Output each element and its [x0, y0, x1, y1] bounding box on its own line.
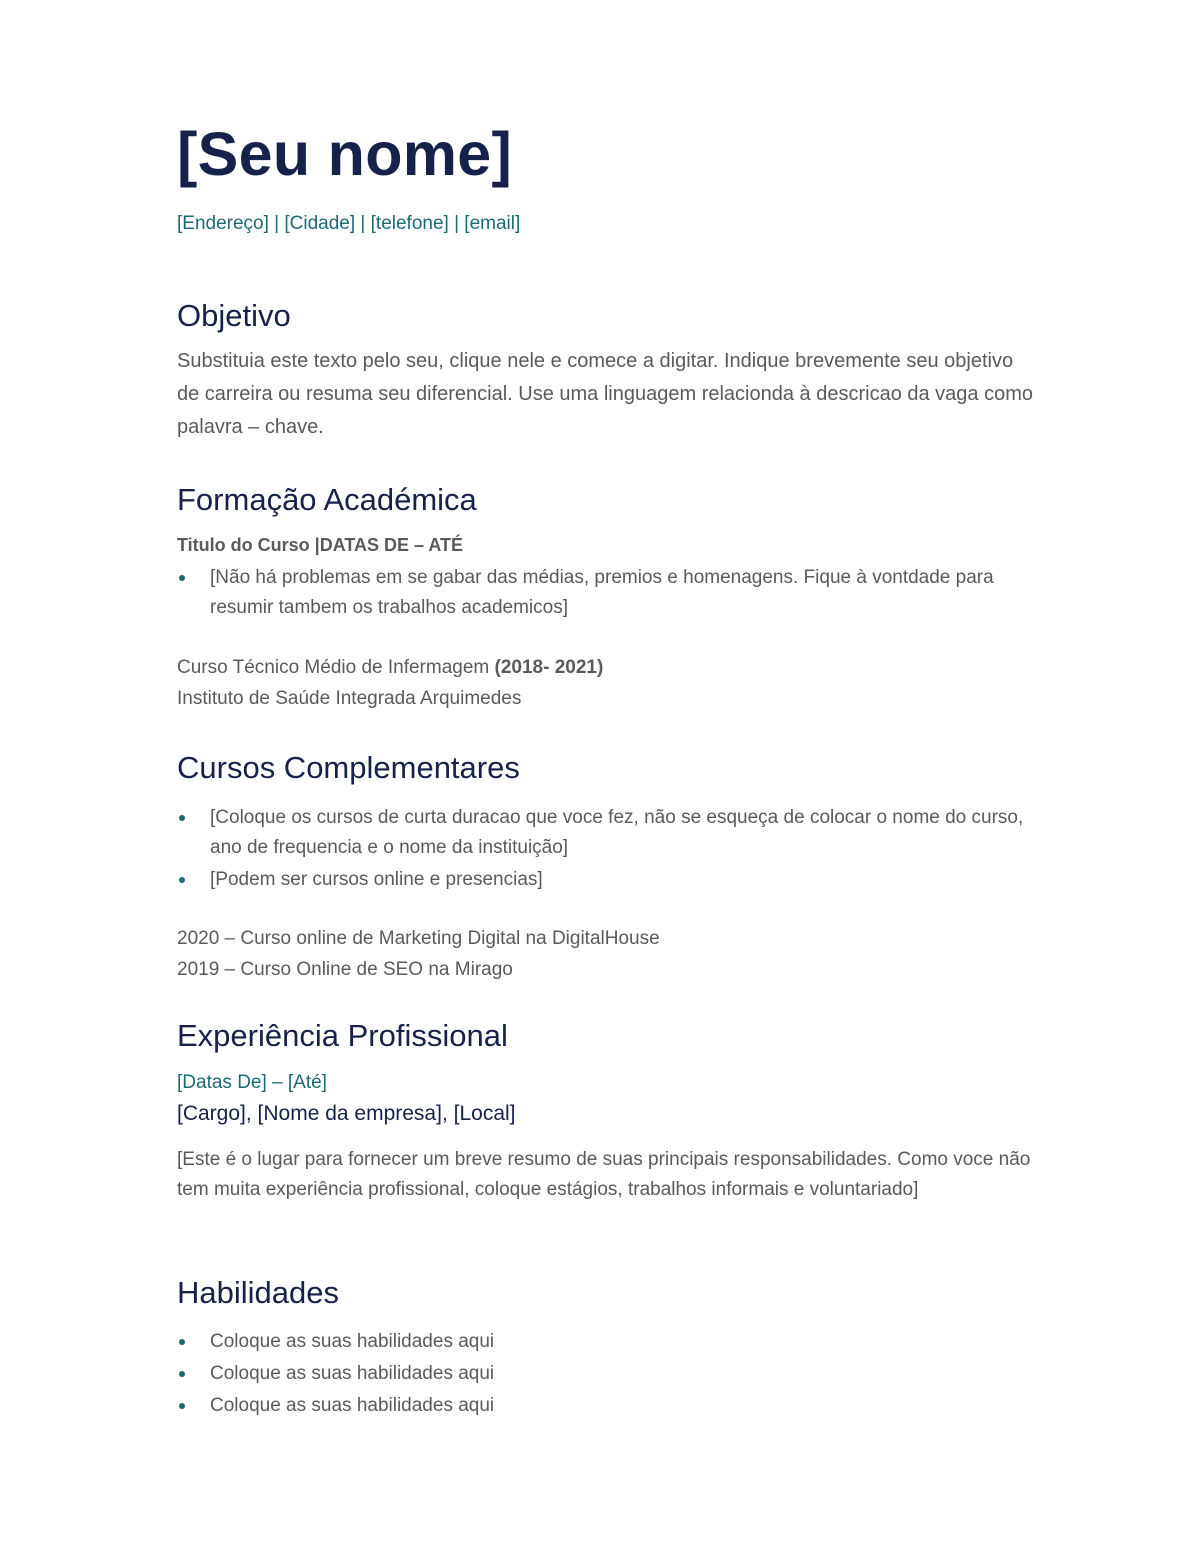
section-title-experiencia: Experiência Profissional	[177, 1018, 508, 1053]
formacao-bullets	[177, 563, 1037, 623]
course-name: Curso Técnico Médio de Infermagem	[177, 657, 490, 679]
curso-line-2019: 2019 – Curso Online de SEO na Mirago	[177, 958, 513, 980]
section-formacao	[177, 481, 1037, 714]
habilidades-bullets	[177, 1327, 1037, 1421]
experience-text: [Este é o lugar para fornecer um breve resumo de suas principais responsabilidades. Como voce não tem muita experiência profissional, coloque estágios, trabalhos informais e voluntariado]	[177, 1148, 1031, 1200]
list-item	[177, 803, 1037, 863]
contact-line: [Endereço] | [Cidade] | [telefone] | [email]	[177, 213, 521, 234]
institution: Instituto de Saúde Integrada Arquimedes	[177, 688, 522, 710]
cursos-bullet-text: [Podem ser cursos online e presencias]	[210, 868, 543, 890]
bullet-icon	[179, 877, 185, 883]
cursos-bullets	[177, 803, 1037, 895]
section-title-formacao: Formação Académica	[177, 482, 477, 517]
formacao-bullet-text: [Não há problemas em se gabar das médias, premios e homenagens. Fique à vontdade para resumir tambem os trabalhos academicos]	[210, 567, 994, 619]
list-item	[177, 563, 1037, 623]
list-item	[177, 1391, 1037, 1421]
list-item	[177, 865, 1037, 895]
course-years: (2018- 2021)	[494, 657, 604, 679]
course-heading: Titulo do Curso |DATAS DE – ATÉ	[177, 534, 464, 555]
experience-dates: [Datas De] – [Até]	[177, 1071, 327, 1093]
section-title-objetivo: Objetivo	[177, 298, 291, 333]
section-title-habilidades: Habilidades	[177, 1275, 339, 1310]
section-habilidades	[177, 1274, 1037, 1421]
skill-text: Coloque as suas habilidades aqui	[210, 1330, 495, 1352]
cursos-bullet-text: [Coloque os cursos de curta duracao que voce fez, não se esqueça de colocar o nome do curso, ano de frequencia e o nome da instituição]	[210, 806, 1024, 858]
experience-role: [Cargo], [Nome da empresa], [Local]	[177, 1101, 516, 1125]
skill-text: Coloque as suas habilidades aqui	[210, 1394, 495, 1416]
section-experiencia	[177, 1017, 1037, 1205]
bullet-icon	[179, 575, 185, 581]
resume-name: [Seu nome]	[177, 120, 513, 188]
list-item	[177, 1327, 1037, 1357]
objetivo-text: Substituia este texto pelo seu, clique nele e comece a digitar. Indique brevemente seu objetivo de carreira ou resuma seu diferencial. Use uma linguagem relacionda à descricao da vaga como palavra – chave.	[177, 349, 1034, 438]
curso-line-2020: 2020 – Curso online de Marketing Digital na DigitalHouse	[177, 927, 660, 949]
list-item	[177, 1359, 1037, 1389]
section-objetivo	[177, 297, 1037, 444]
bullet-icon	[179, 1403, 185, 1409]
course-line	[177, 652, 1037, 683]
bullet-icon	[179, 1371, 185, 1377]
section-title-cursos: Cursos Complementares	[177, 750, 520, 785]
bullet-icon	[179, 815, 185, 821]
skill-text: Coloque as suas habilidades aqui	[210, 1362, 495, 1384]
section-cursos	[177, 749, 1037, 985]
bullet-icon	[179, 1339, 185, 1345]
